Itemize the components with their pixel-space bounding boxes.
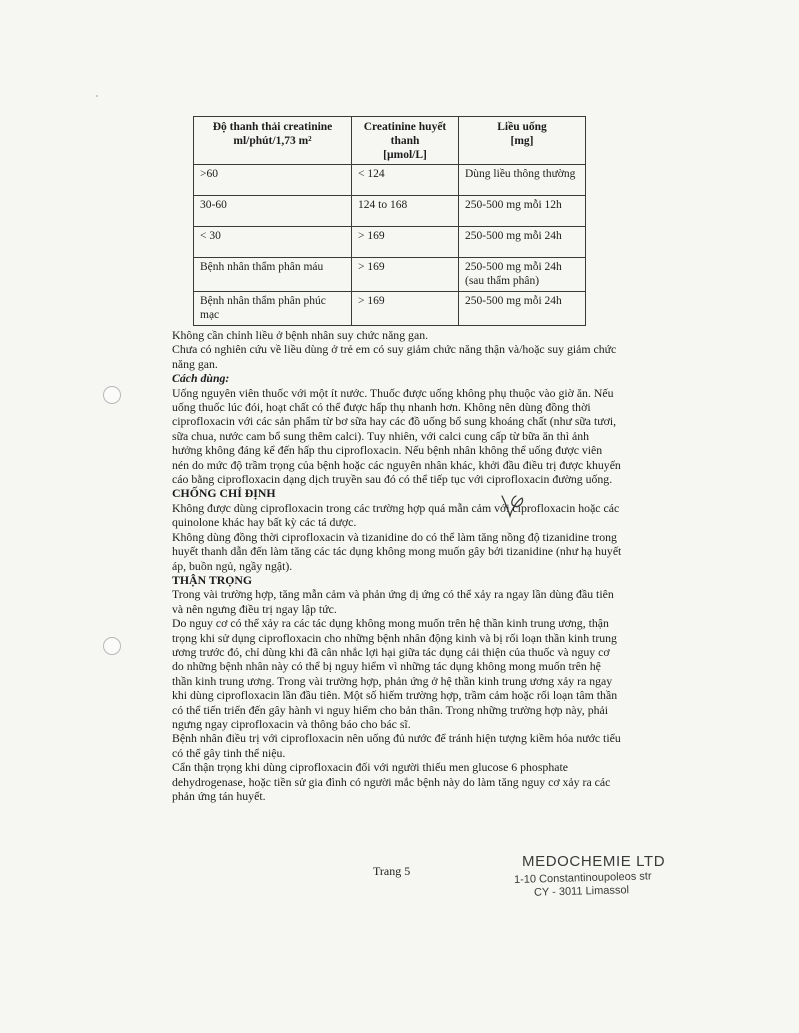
header-clearance: Độ thanh thải creatinine ml/phút/1,73 m² bbox=[194, 117, 352, 165]
paragraph-caution-3: Bệnh nhân điều trị với ciprofloxacin nên uống đủ nước để tránh hiện tượng kiềm hóa nước tiểu có thể gây tinh thể niệu. bbox=[172, 731, 621, 760]
paragraph-contra-1: Không được dùng ciprofloxacin trong các trường hợp quá mẫn cảm với ciprofloxacin hoặc các quinolone khác hay bất kỳ các tá dược. bbox=[172, 500, 620, 530]
paragraph-caution-1: Trong vài trường hợp, tăng mẫn cảm và phản ứng dị ứng có thể xảy ra ngay lần dùng đầu tiên và nên ngưng điều trị ngay lập tức. bbox=[172, 587, 614, 616]
cell-dose: 250-500 mg mỗi 24h bbox=[459, 291, 586, 325]
page-number: Trang 5 bbox=[373, 864, 411, 878]
table-row bbox=[194, 227, 586, 258]
table-row bbox=[194, 258, 586, 292]
punch-hole-top bbox=[103, 386, 121, 404]
table-row bbox=[194, 291, 586, 325]
paragraph-liver: Không cần chỉnh liều ở bệnh nhân suy chức năng gan. bbox=[172, 328, 429, 342]
heading-contraindications: CHỐNG CHỈ ĐỊNH bbox=[172, 486, 276, 501]
cell-creatinine: 124 to 168 bbox=[352, 196, 459, 227]
heading-usage: Cách dùng: bbox=[172, 371, 230, 386]
cell-clearance: Bệnh nhân thẩm phân phúc mạc bbox=[194, 291, 352, 325]
cell-clearance: < 30 bbox=[194, 227, 352, 258]
paragraph-caution-2: Do nguy cơ có thể xảy ra các tác dụng không mong muốn trên hệ thần kinh trung ương, thận trọng khi sử dụng ciprofloxacin cho những bệnh nhân động kinh và bị rối loạn thần kinh trung ương trước đó, chỉ dùng khi đã cân nhắc lợi hại giữa tác dụng cải thiện của thuốc và nguy cơ do những bệnh nhân này có thể bị nguy hiểm vì những tác dụng không mong muốn trên hệ thần kinh trung ương. Trong vài trường hợp, phản ứng ở hệ thần kinh trung ương xảy ra ngay khi dùng ciprofloxacin lần đầu tiên. Một số hiếm trường hợp, trầm cảm hoặc rối loạn tâm thần có thể tiến triển đến gây hành vi nguy hiểm cho bản thân. Trong những trường hợp này, phải ngưng ngay ciprofloxacin và thông báo cho bác sĩ. bbox=[172, 616, 618, 731]
cell-dose: Dùng liều thông thường bbox=[459, 165, 586, 196]
scan-speck bbox=[96, 95, 98, 97]
cell-clearance: 30-60 bbox=[194, 196, 352, 227]
paragraph-children: Chưa có nghiên cứu về liều dùng ở trẻ em có suy giảm chức năng thận và/hoặc suy giảm chức năng gan. bbox=[172, 342, 617, 371]
stamp-company-name: MEDOCHEMIE LTD bbox=[522, 853, 666, 870]
paragraph-contra-2: Không dùng đồng thời ciprofloxacin và tizanidine do có thể làm tăng nồng độ tizanidine trong huyết thanh dẫn đến làm tăng các tác dụng không mong muốn gây bởi tizanidine (như hạ huyết áp, buồn ngủ, ngầy ngật). bbox=[172, 529, 622, 573]
heading-precautions: THẬN TRỌNG bbox=[172, 572, 253, 587]
cell-creatinine: < 124 bbox=[352, 165, 459, 196]
stamp-street: 1-10 Constantinoupoleos str bbox=[513, 870, 652, 886]
cell-dose: 250-500 mg mỗi 24h bbox=[459, 227, 586, 258]
cell-creatinine: > 169 bbox=[352, 227, 459, 258]
cell-clearance: Bệnh nhân thẩm phân máu bbox=[194, 258, 352, 292]
cell-creatinine: > 169 bbox=[352, 291, 459, 325]
header-oral-dose: Liều uống [mg] bbox=[459, 117, 586, 165]
cell-clearance: >60 bbox=[194, 165, 352, 196]
paragraph-usage: Uống nguyên viên thuốc với một ít nước. Thuốc được uống không phụ thuộc vào giờ ăn. Nếu uống thuốc lúc đói, hoạt chất có thể được hấp thụ nhanh hơn. Không nên dùng đồng thời ciprofloxacin với các sản phẩm từ bơ sữa hay các đồ uống bổ sung khoáng chất (như sữa tươi, sữa chua, nước cam bổ sung thêm calci). Tuy nhiên, với calci cung cấp từ bữa ăn thì ảnh hưởng không đáng kể đến hấp thu ciprofloxacin. Nếu bệnh nhân không thể uống được viên nén do mức độ trầm trọng của bệnh hoặc các nguyên nhân khác, khởi đầu điều trị được khuyến cáo bằng ciprofloxacin dạng dịch truyền sau đó có thể tiếp tục với ciprofloxacin đường uống. bbox=[172, 385, 621, 487]
table-header-row bbox=[194, 117, 586, 165]
table-row bbox=[194, 165, 586, 196]
handwritten-signature bbox=[498, 490, 528, 520]
punch-hole-bottom bbox=[103, 637, 121, 655]
cell-dose: 250-500 mg mỗi 12h bbox=[459, 196, 586, 227]
table-row bbox=[194, 196, 586, 227]
company-stamp bbox=[508, 853, 665, 897]
dosage-table bbox=[193, 116, 586, 326]
header-serum-creatinine: Creatinine huyết thanh [µmol/L] bbox=[352, 117, 459, 165]
body-text bbox=[172, 328, 622, 803]
paragraph-caution-4: Cẩn thận trọng khi dùng ciprofloxacin đối với người thiếu men glucose 6 phosphate dehydrogenase, hoặc tiền sử gia đình có người mắc bệnh này do làm tăng nguy cơ xảy ra các phản ứng tán huyết. bbox=[172, 760, 611, 803]
cell-dose: 250-500 mg mỗi 24h (sau thẩm phân) bbox=[459, 258, 586, 292]
stamp-city: CY - 3011 Limassol bbox=[533, 884, 630, 899]
cell-creatinine: > 169 bbox=[352, 258, 459, 292]
